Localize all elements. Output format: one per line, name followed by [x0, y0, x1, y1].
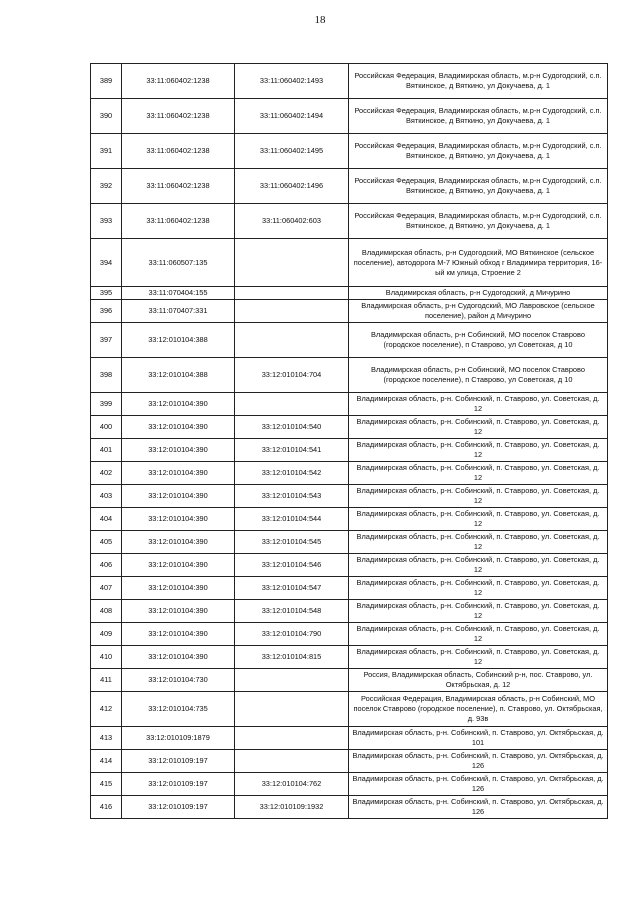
row-number-cell: 393 [91, 204, 122, 239]
row-number-cell: 410 [91, 646, 122, 669]
parent-cadastral-number-cell: 33:12:010104:388 [122, 358, 235, 393]
table-row [91, 416, 608, 439]
child-cadastral-number-cell: 33:12:010104:790 [235, 623, 349, 646]
parent-cadastral-number-cell: 33:12:010104:730 [122, 669, 235, 692]
address-cell: Российская Федерация, Владимирская область, м.р-н Судогодский, с.п. Вяткинское, д Вяткино, ул Докучаева, д. 1 [349, 169, 608, 204]
child-cadastral-number-cell: 33:11:060402:1495 [235, 134, 349, 169]
address-cell: Владимирская область, р-н. Собинский, п. Ставрово, ул. Советская, д. 12 [349, 416, 608, 439]
address-cell: Владимирская область, р-н. Собинский, п. Ставрово, ул. Советская, д. 12 [349, 393, 608, 416]
parent-cadastral-number-cell: 33:12:010104:390 [122, 508, 235, 531]
parent-cadastral-number-cell: 33:12:010109:1879 [122, 727, 235, 750]
address-cell: Владимирская область, р-н. Собинский, п. Ставрово, ул. Советская, д. 12 [349, 623, 608, 646]
parent-cadastral-number-cell: 33:12:010104:390 [122, 554, 235, 577]
row-number-cell: 400 [91, 416, 122, 439]
child-cadastral-number-cell [235, 300, 349, 323]
address-cell: Владимирская область, р-н. Собинский, п. Ставрово, ул. Советская, д. 12 [349, 554, 608, 577]
address-cell: Владимирская область, р-н Судогодский, МО Лавровское (сельское поселение), район д Мичурино [349, 300, 608, 323]
page-number: 18 [314, 14, 326, 26]
parent-cadastral-number-cell: 33:11:060402:1238 [122, 99, 235, 134]
parent-cadastral-number-cell: 33:12:010104:390 [122, 439, 235, 462]
child-cadastral-number-cell [235, 750, 349, 773]
row-number-cell: 390 [91, 99, 122, 134]
table-row [91, 646, 608, 669]
row-number-cell: 395 [91, 287, 122, 300]
table-row [91, 773, 608, 796]
table-row [91, 577, 608, 600]
child-cadastral-number-cell [235, 692, 349, 727]
child-cadastral-number-cell: 33:12:010109:1932 [235, 796, 349, 819]
address-cell: Российская Федерация, Владимирская область, м.р-н Судогодский, с.п. Вяткинское, д Вяткино, ул Докучаева, д. 1 [349, 134, 608, 169]
address-cell: Владимирская область, р-н. Собинский, п. Ставрово, ул. Октябрьская, д. 101 [349, 727, 608, 750]
row-number-cell: 399 [91, 393, 122, 416]
child-cadastral-number-cell [235, 393, 349, 416]
row-number-cell: 398 [91, 358, 122, 393]
table-row [91, 64, 608, 99]
table-row [91, 239, 608, 287]
table-row [91, 750, 608, 773]
address-cell: Россия, Владимирская область, Собинский р-н, пос. Ставрово, ул. Октябрьская, д. 12 [349, 669, 608, 692]
parent-cadastral-number-cell: 33:12:010104:388 [122, 323, 235, 358]
address-cell: Владимирская область, р-н. Собинский, п. Ставрово, ул. Октябрьская, д. 126 [349, 750, 608, 773]
address-cell: Владимирская область, р-н Собинский, МО поселок Ставрово (городское поселение), п Ставрово, ул Советская, д 10 [349, 358, 608, 393]
table-row [91, 287, 608, 300]
table-row [91, 358, 608, 393]
row-number-cell: 413 [91, 727, 122, 750]
row-number-cell: 416 [91, 796, 122, 819]
table-row [91, 554, 608, 577]
child-cadastral-number-cell: 33:12:010104:548 [235, 600, 349, 623]
parent-cadastral-number-cell: 33:11:060402:1238 [122, 64, 235, 99]
row-number-cell: 412 [91, 692, 122, 727]
table-row [91, 462, 608, 485]
row-number-cell: 415 [91, 773, 122, 796]
table-row [91, 393, 608, 416]
table-row [91, 169, 608, 204]
row-number-cell: 404 [91, 508, 122, 531]
table-row [91, 300, 608, 323]
parent-cadastral-number-cell: 33:11:070407:331 [122, 300, 235, 323]
child-cadastral-number-cell: 33:12:010104:762 [235, 773, 349, 796]
address-cell: Владимирская область, р-н. Собинский, п. Ставрово, ул. Советская, д. 12 [349, 485, 608, 508]
address-cell: Владимирская область, р-н. Собинский, п. Ставрово, ул. Советская, д. 12 [349, 577, 608, 600]
parent-cadastral-number-cell: 33:11:060402:1238 [122, 204, 235, 239]
cadastral-table [90, 63, 608, 819]
parent-cadastral-number-cell: 33:12:010104:390 [122, 462, 235, 485]
parent-cadastral-number-cell: 33:12:010104:390 [122, 646, 235, 669]
table-row [91, 727, 608, 750]
address-cell: Российская Федерация, Владимирская область, м.р-н Судогодский, с.п. Вяткинское, д Вяткино, ул Докучаева, д. 1 [349, 64, 608, 99]
row-number-cell: 394 [91, 239, 122, 287]
row-number-cell: 401 [91, 439, 122, 462]
row-number-cell: 405 [91, 531, 122, 554]
child-cadastral-number-cell: 33:12:010104:545 [235, 531, 349, 554]
table-row [91, 669, 608, 692]
address-cell: Владимирская область, р-н. Собинский, п. Ставрово, ул. Советская, д. 12 [349, 508, 608, 531]
child-cadastral-number-cell [235, 669, 349, 692]
parent-cadastral-number-cell: 33:12:010109:197 [122, 750, 235, 773]
row-number-cell: 406 [91, 554, 122, 577]
table-body [91, 64, 608, 819]
table-row [91, 134, 608, 169]
child-cadastral-number-cell: 33:11:060402:1496 [235, 169, 349, 204]
parent-cadastral-number-cell: 33:12:010104:390 [122, 485, 235, 508]
parent-cadastral-number-cell: 33:12:010109:197 [122, 773, 235, 796]
parent-cadastral-number-cell: 33:12:010104:390 [122, 416, 235, 439]
child-cadastral-number-cell: 33:12:010104:541 [235, 439, 349, 462]
parent-cadastral-number-cell: 33:11:070404:155 [122, 287, 235, 300]
address-cell: Владимирская область, р-н Собинский, МО поселок Ставрово (городское поселение), п Ставрово, ул Советская, д 10 [349, 323, 608, 358]
address-cell: Владимирская область, р-н Судогодский, МО Вяткинское (сельское поселение), автодорога М-7 Южный обход г Владимира территория, 16-ый км улица, Строение 2 [349, 239, 608, 287]
address-cell: Российская Федерация, Владимирская область, м.р-н Судогодский, с.п. Вяткинское, д Вяткино, ул Докучаева, д. 1 [349, 204, 608, 239]
address-cell: Российская Федерация, Владимирская область, р-н Собинский, МО поселок Ставрово (городское поселение), п. Ставрово, ул. Октябрьская, д. 93в [349, 692, 608, 727]
child-cadastral-number-cell: 33:12:010104:543 [235, 485, 349, 508]
child-cadastral-number-cell: 33:12:010104:542 [235, 462, 349, 485]
table-row [91, 204, 608, 239]
address-cell: Владимирская область, р-н. Собинский, п. Ставрово, ул. Советская, д. 12 [349, 531, 608, 554]
row-number-cell: 408 [91, 600, 122, 623]
table-row [91, 531, 608, 554]
child-cadastral-number-cell: 33:12:010104:704 [235, 358, 349, 393]
row-number-cell: 411 [91, 669, 122, 692]
parent-cadastral-number-cell: 33:11:060402:1238 [122, 169, 235, 204]
child-cadastral-number-cell: 33:12:010104:815 [235, 646, 349, 669]
row-number-cell: 397 [91, 323, 122, 358]
child-cadastral-number-cell [235, 323, 349, 358]
child-cadastral-number-cell: 33:12:010104:540 [235, 416, 349, 439]
address-cell: Владимирская область, р-н. Собинский, п. Ставрово, ул. Советская, д. 12 [349, 439, 608, 462]
table-row [91, 508, 608, 531]
parent-cadastral-number-cell: 33:12:010109:197 [122, 796, 235, 819]
table-row [91, 99, 608, 134]
child-cadastral-number-cell [235, 287, 349, 300]
address-cell: Владимирская область, р-н. Собинский, п. Ставрово, ул. Советская, д. 12 [349, 646, 608, 669]
parent-cadastral-number-cell: 33:11:060507:135 [122, 239, 235, 287]
parent-cadastral-number-cell: 33:12:010104:390 [122, 623, 235, 646]
parent-cadastral-number-cell: 33:12:010104:390 [122, 600, 235, 623]
row-number-cell: 414 [91, 750, 122, 773]
row-number-cell: 402 [91, 462, 122, 485]
parent-cadastral-number-cell: 33:12:010104:390 [122, 577, 235, 600]
address-cell: Российская Федерация, Владимирская область, м.р-н Судогодский, с.п. Вяткинское, д Вяткино, ул Докучаева, д. 1 [349, 99, 608, 134]
row-number-cell: 396 [91, 300, 122, 323]
table-row [91, 485, 608, 508]
table-row [91, 692, 608, 727]
table-row [91, 439, 608, 462]
child-cadastral-number-cell: 33:11:060402:1494 [235, 99, 349, 134]
table-row [91, 796, 608, 819]
child-cadastral-number-cell: 33:11:060402:603 [235, 204, 349, 239]
child-cadastral-number-cell: 33:12:010104:547 [235, 577, 349, 600]
address-cell: Владимирская область, р-н Судогодский, д Мичурино [349, 287, 608, 300]
row-number-cell: 409 [91, 623, 122, 646]
child-cadastral-number-cell [235, 727, 349, 750]
row-number-cell: 391 [91, 134, 122, 169]
table-row [91, 623, 608, 646]
row-number-cell: 392 [91, 169, 122, 204]
address-cell: Владимирская область, р-н. Собинский, п. Ставрово, ул. Октябрьская, д. 126 [349, 796, 608, 819]
table-row [91, 323, 608, 358]
row-number-cell: 389 [91, 64, 122, 99]
address-cell: Владимирская область, р-н. Собинский, п. Ставрово, ул. Октябрьская, д. 126 [349, 773, 608, 796]
table-row [91, 600, 608, 623]
child-cadastral-number-cell: 33:12:010104:546 [235, 554, 349, 577]
parent-cadastral-number-cell: 33:12:010104:390 [122, 531, 235, 554]
child-cadastral-number-cell [235, 239, 349, 287]
address-cell: Владимирская область, р-н. Собинский, п. Ставрово, ул. Советская, д. 12 [349, 600, 608, 623]
address-cell: Владимирская область, р-н. Собинский, п. Ставрово, ул. Советская, д. 12 [349, 462, 608, 485]
parent-cadastral-number-cell: 33:12:010104:735 [122, 692, 235, 727]
child-cadastral-number-cell: 33:11:060402:1493 [235, 64, 349, 99]
child-cadastral-number-cell: 33:12:010104:544 [235, 508, 349, 531]
row-number-cell: 403 [91, 485, 122, 508]
parent-cadastral-number-cell: 33:11:060402:1238 [122, 134, 235, 169]
row-number-cell: 407 [91, 577, 122, 600]
parent-cadastral-number-cell: 33:12:010104:390 [122, 393, 235, 416]
